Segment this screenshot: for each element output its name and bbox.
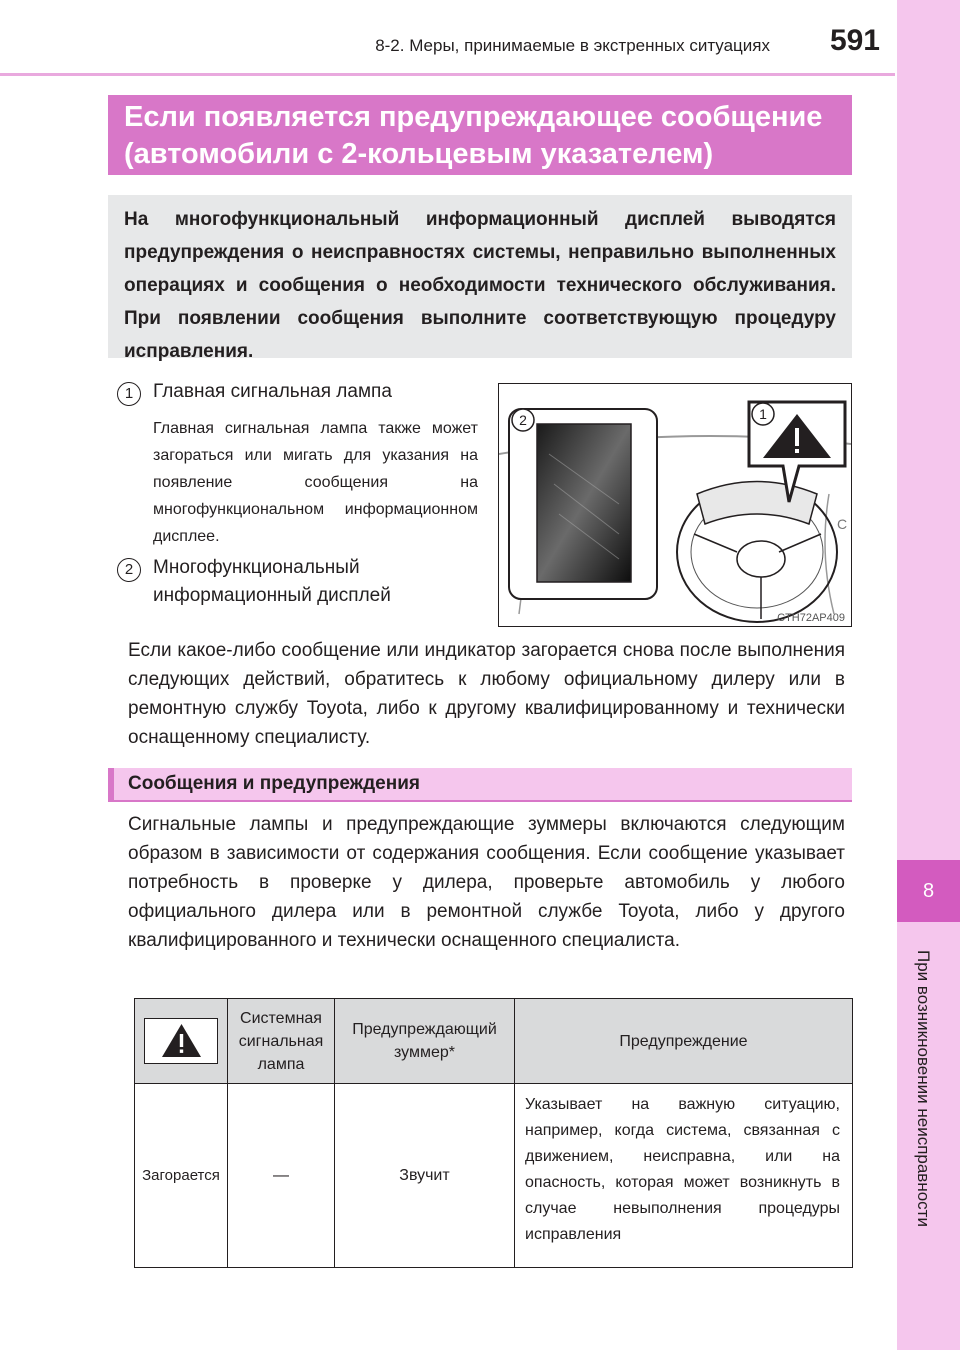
svg-text:C: C	[837, 516, 848, 532]
master-warning-icon	[144, 1018, 218, 1064]
item-title-2: Многофункциональный информационный дисплей	[153, 557, 391, 606]
item-number-2: 2	[117, 558, 141, 582]
subsection-header	[108, 768, 852, 802]
illustration-code: CTH72AP409	[777, 612, 845, 624]
item-number-1: 1	[117, 382, 141, 406]
cell-lamp: —	[228, 1084, 335, 1268]
section-title	[108, 95, 852, 175]
paragraph-contact-dealer: Если какое-либо сообщение или индикатор загорается снова после выполнения следующих действий, обратитесь к любому официальному дилеру или в ремонтную службу Toyota, либо к другому квалифицированному и технически оснащенному специалисту.	[128, 640, 845, 748]
page-number: 591	[829, 24, 880, 57]
dashboard-drawing	[499, 384, 851, 626]
subsection-marker	[108, 768, 114, 800]
header-rule	[0, 73, 895, 76]
dashboard-illustration	[498, 383, 852, 627]
intro-box: На многофункциональный информационный дисплей выводятся предупреждения о неисправностях системы, неправильно выполненных операциях и сообщения о необходимости технического обслуживания. При появлении сообщения выполните соответствующую процедуру исправления.	[108, 195, 852, 358]
cell-buzzer: Звучит	[335, 1084, 515, 1268]
running-header: 8-2. Меры, принимаемые в экстренных ситуациях	[375, 36, 770, 55]
header-warning: Предупреждение	[515, 999, 853, 1084]
chapter-number: 8	[897, 860, 960, 922]
table-row	[135, 1084, 853, 1268]
header-icon-cell	[135, 999, 228, 1084]
callout-2: 2	[519, 412, 527, 428]
callout-1: 1	[759, 406, 767, 422]
subsection-title: Сообщения и предупреждения	[128, 773, 420, 794]
header-lamp: Системная сигнальная лампа	[228, 999, 335, 1084]
chapter-label: При возникновении неисправности	[914, 950, 933, 1227]
table-header-row	[135, 999, 853, 1084]
header-buzzer: Предупреждающий зуммер*	[335, 999, 515, 1084]
item-title-1: Главная сигнальная лампа	[153, 381, 392, 402]
warning-table	[134, 998, 853, 1268]
cell-warning: Указывает на важную ситуацию, например, когда система, связанная с движением, неисправна, или на опасность, которая может возникнуть в случае невыполнения процедуры исправления	[515, 1084, 853, 1268]
section-title-line-1: Если появляется предупреждающее сообщение	[124, 101, 823, 133]
cell-state: Загорается	[135, 1084, 228, 1268]
paragraph-warnings: Сигнальные лампы и предупреждающие зуммеры включаются следующим образом в зависимости от содержания сообщения. Если сообщение указывает потребность в проверке у дилера, проверьте автомобиль у любого официального дилера или в ремонтной службе Toyota, либо у другого квалифицированного и технически оснащенного специалиста.	[128, 814, 845, 951]
section-title-line-2: (автомобили с 2-кольцевым указателем)	[124, 138, 714, 170]
item-body-1: Главная сигнальная лампа также может загораться или мигать для указания на появление сообщения на многофункциональном информационном дисплее.	[153, 420, 478, 545]
